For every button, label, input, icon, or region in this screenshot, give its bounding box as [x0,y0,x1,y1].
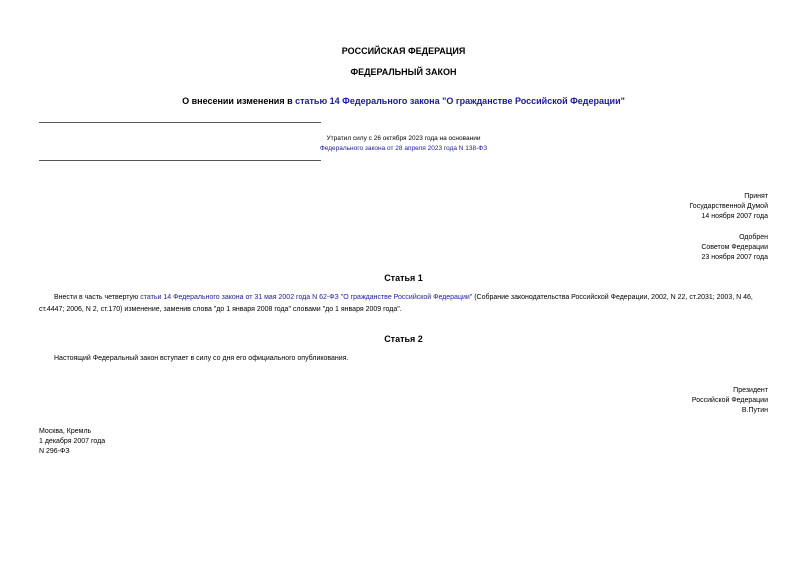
document-title [0,96,807,106]
signature-block [692,386,768,416]
article-1-link-law[interactable]: статьи 14 Федерального закона от 31 мая 2002 года N 62-ФЗ [140,294,339,301]
adoption-line: Государственной Думой [689,203,768,210]
doc-type-heading: ФЕДЕРАЛЬНЫЙ ЗАКОН [350,67,457,77]
adoption-line: Принят [744,193,768,200]
repeal-notice: Утратил силу с 26 октября 2023 года на основании [326,135,481,142]
divider-bottom [39,160,321,161]
signature-line: Российской Федерации [691,397,768,404]
article-1-link-citizenship[interactable]: "О гражданстве Российской Федерации" [340,294,473,301]
country-heading: РОССИЙСКАЯ ФЕДЕРАЦИЯ [341,46,466,56]
adoption-line: 23 ноября 2007 года [701,254,768,261]
divider-top [39,122,321,123]
article-2-text: Настоящий Федеральный закон вступает в силу со дня его официального опубликования. [54,355,349,362]
adoption-line: Одобрен [739,234,768,241]
repeal-notice-link[interactable]: Федерального закона от 28 апреля 2023 года N 138-ФЗ [319,145,488,152]
adoption-approved [701,233,768,263]
article-1-text-before: Внести в часть четвертую [54,294,141,301]
article-1-text-after: (Собрание законодательства Российской Федерации, 2002, N 22, ст.2031; 2003, N 46, ст.4447; 2006, N 2, ст.170) изменение, заменив слова "до 1 января 2008 года" словами "до 1 января 2009 года". [39,294,753,313]
signature-line: В.Путин [741,407,768,414]
article-1-text [39,292,769,316]
place-date-block [39,427,105,457]
adoption-line: 14 ноября 2007 года [701,213,768,220]
adoption-line: Советом Федерации [701,244,768,251]
place-line: 1 декабря 2007 года [39,438,106,445]
signature-line: Президент [733,387,768,394]
place-line: N 296-ФЗ [39,448,70,455]
article-2-heading: Статья 2 [384,334,423,344]
adoption-accepted [689,192,768,222]
place-line: Москва, Кремль [39,428,92,435]
article-1-heading: Статья 1 [384,273,423,283]
title-prefix: О внесении изменения в [182,96,296,106]
title-link[interactable]: статью 14 Федерального закона "О гражданстве Российской Федерации" [295,96,625,106]
